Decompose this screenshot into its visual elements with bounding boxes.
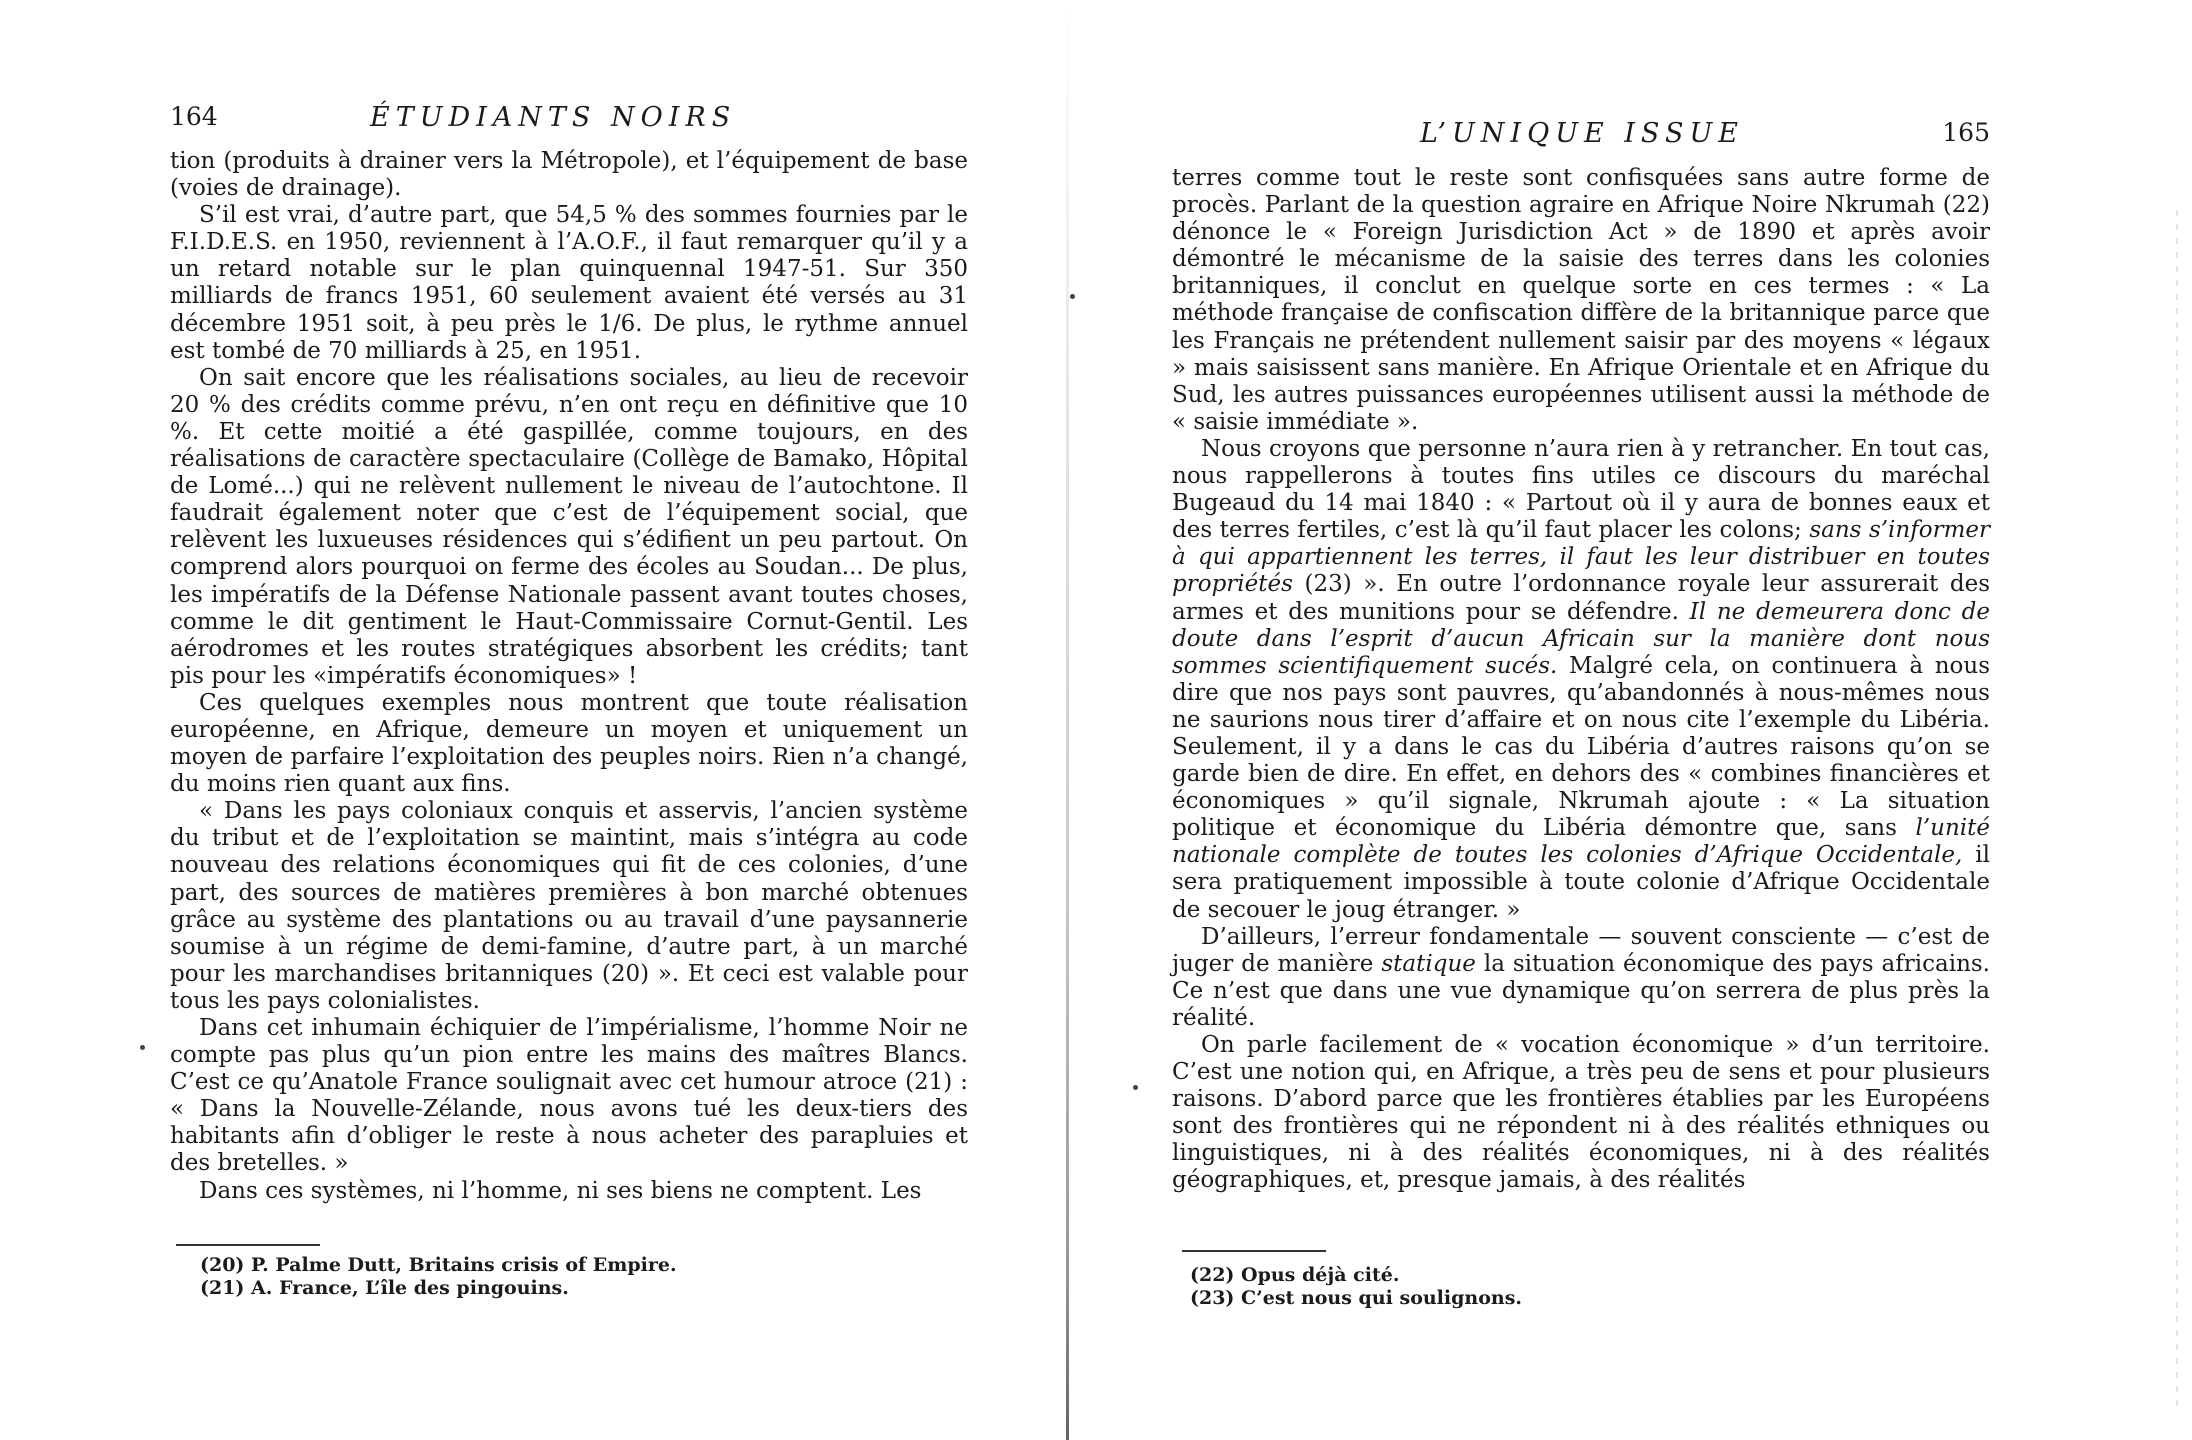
- italic-run: statique: [1381, 950, 1476, 977]
- footnote: (21) A. France, L’île des pingouins.: [200, 1277, 569, 1299]
- scan-speck: [140, 1045, 145, 1050]
- paragraph: On sait encore que les réalisations sociales, au lieu de recevoir 20 % des crédits comme prévu, n’en ont reçu en définitive que 10 %. Et cette moitié a été gaspillée, comme toujours, en des réalisations de caractère spectaculaire (Collège de Bamako, Hôpital de Lomé...) qui ne relèvent nullement le niveau de l’autochtone. Il faudrait également noter que c’est de l’équipement social, que relèvent les luxueuses résidences qui s’édifient un peu partout. On comprend alors pourquoi on ferme des écoles au Soudan... De plus, les impératifs de la Défense Nationale passent avant toutes choses, comme le dit gentiment le Haut-Commissaire Cornut-Gentil. Les aérodromes et les routes stratégiques absorbent les crédits; tant pis pour les «impératifs économiques» !: [170, 364, 968, 689]
- body-text: [1172, 165, 1990, 1195]
- footnote: (22) Opus déjà cité.: [1190, 1264, 1400, 1286]
- text-run: terres comme tout le reste sont confisquées sans autre forme de procès. Parlant de la question agraire en Afrique Noire Nkrumah (22) dénonce le « Foreign Jurisdiction Act » de 1890 et après avoir démontré le mécanisme de la saisie des terres dans les colonies britanniques, il conclut en quelque sorte en ces termes : « La méthode française de confiscation diffère de la britannique parce que les Français ne prétendent nullement saisir par des moyens « légaux » mais saisissent sans manière. En Afrique Orientale et en Afrique du Sud, les autres puissances européennes utilisent aussi la méthode de « saisie immédiate ».: [1172, 165, 1990, 435]
- paragraph: [1172, 436, 1990, 924]
- paragraph: [1172, 165, 1990, 436]
- text-run: On parle facilement de « vocation économique » d’un territoire. C’est une notion qui, en Afrique, a très peu de sens et pour plusieurs raisons. D’abord parce que les frontières établies par les Européens sont des frontières qui ne répondent ni à des réalités ethniques ou linguistiques, ni à des réalités économiques, ni à des réalités géographiques, et, presque jamais, à des réalités: [1172, 1032, 1990, 1194]
- body-text: [170, 148, 968, 1205]
- paragraph: Dans ces systèmes, ni l’homme, ni ses biens ne comptent. Les: [199, 1177, 922, 1204]
- footnotes: [1190, 1264, 1990, 1310]
- text-run: (23) ». En outre l’ordonnance royale leur assurerait des armes et des munitions pour se défendre.: [1172, 571, 1990, 625]
- paragraph: Dans cet inhumain échiquier de l’impérialisme, l’homme Noir ne compte pas plus qu’un pion entre les mains des maîtres Blancs. C’est ce qu’Anatole France soulignait avec cet humour atroce (21) : « Dans la Nouvelle-Zélande, nous avons tué les deux-tiers des habitants afin d’obliger le reste à nous acheter des parapluies et des bretelles. »: [170, 1015, 968, 1177]
- page-edge-shadow: [2176, 210, 2178, 1410]
- scan-speck: [1133, 1085, 1138, 1090]
- paragraph: S’il est vrai, d’autre part, que 54,5 % des sommes fournies par le F.I.D.E.S. en 1950, reviennent à l’A.O.F., il faut remarquer qu’il y a un retard notable sur le plan quinquennal 1947-51. Sur 350 milliards de francs 1951, 60 seulement avaient été versés au 31 décembre 1951 soit, à peu près le 1/6. De plus, le rythme annuel est tombé de 70 milliards à 25, en 1951.: [170, 202, 968, 364]
- running-title: L’UNIQUE ISSUE: [1420, 118, 1744, 149]
- paragraph: tion (produits à drainer vers la Métropole), et l’équipement de base (voies de drainage).: [170, 148, 968, 202]
- right-page: [1172, 0, 1990, 1309]
- scan-speck: [1070, 294, 1075, 299]
- footnote: (23) C’est nous qui soulignons.: [1190, 1287, 1523, 1309]
- footnotes: [200, 1254, 968, 1300]
- running-title: ÉTUDIANTS NOIRS: [370, 102, 737, 133]
- paragraph: [1172, 924, 1990, 1032]
- text-run: Malgré cela, on continuera à nous dire que nos pays sont pauvres, qu’abandonnés à nous-mêmes nous ne saurions nous tirer d’affaire et on nous cite l’exemple du Libéria. Seulement, il y a dans le cas du Libéria d’autres raisons qu’on se garde bien de dire. En effet, en dehors des « combines financières et économiques » qu’il signale, Nkrumah ajoute : « La situation politique et économique du Libéria démontre que, sans: [1172, 652, 1990, 842]
- book-gutter: [1066, 0, 1069, 1440]
- paragraph: Ces quelques exemples nous montrent que toute réalisation européenne, en Afrique, demeure un moyen et uniquement un moyen de parfaire l’exploitation des peuples noirs. Rien n’a changé, du moins rien quant aux fins.: [170, 689, 968, 798]
- text-run: il sera pratiquement impossible à toute colonie d’Afrique Occidentale de secouer le joug étranger. »: [1172, 842, 1990, 923]
- page-number: 164: [170, 102, 218, 131]
- footnote-rule: [1182, 1250, 1326, 1252]
- text-run: Nous croyons que personne n’aura rien à y retrancher. En tout cas, nous rappellerons à toutes fins utiles ce discours du maréchal Bugeaud du 14 mai 1840 : « Partout où il y aura de bonnes eaux et des terres fertiles, c’est là qu’il faut placer les colons;: [1172, 435, 1990, 544]
- page-number: 165: [1942, 118, 1990, 147]
- text-run: la situation économique des pays africains. Ce n’est que dans une vue dynamique qu’on serrera de plus près la réalité.: [1172, 950, 1990, 1031]
- italic-run: sans s’informer à qui appartiennent les terres, il faut les leur distribuer en toutes propriétés: [1172, 517, 1990, 598]
- paragraph: [1172, 1032, 1990, 1195]
- footnote-rule: [176, 1244, 320, 1246]
- italic-run: l’unité nationale complète de toutes les colonies d’Afrique Occidentale,: [1172, 815, 1990, 869]
- text-run: D’ailleurs, l’erreur fondamentale — souvent consciente — c’est de juger de manière: [1172, 923, 1990, 977]
- left-page: [170, 0, 968, 1299]
- paragraph: « Dans les pays coloniaux conquis et asservis, l’ancien système du tribut et de l’exploitation se maintint, mais s’intégra au code nouveau des relations économiques qui fit de ces colonies, d’une part, des sources de matières premières à bon marché obtenues grâce au système des plantations ou au travail d’une paysannerie soumise à un régime de demi-famine, d’autre part, à un marché pour les marchandises britanniques (20) ». Et ceci est valable pour tous les pays colonialistes.: [170, 798, 968, 1014]
- footnote: (20) P. Palme Dutt, Britains crisis of Empire.: [200, 1254, 677, 1276]
- italic-run: Il ne demeurera donc de doute dans l’esprit d’aucun Africain sur la manière dont nous sommes scientifiquement sucés.: [1172, 598, 1990, 679]
